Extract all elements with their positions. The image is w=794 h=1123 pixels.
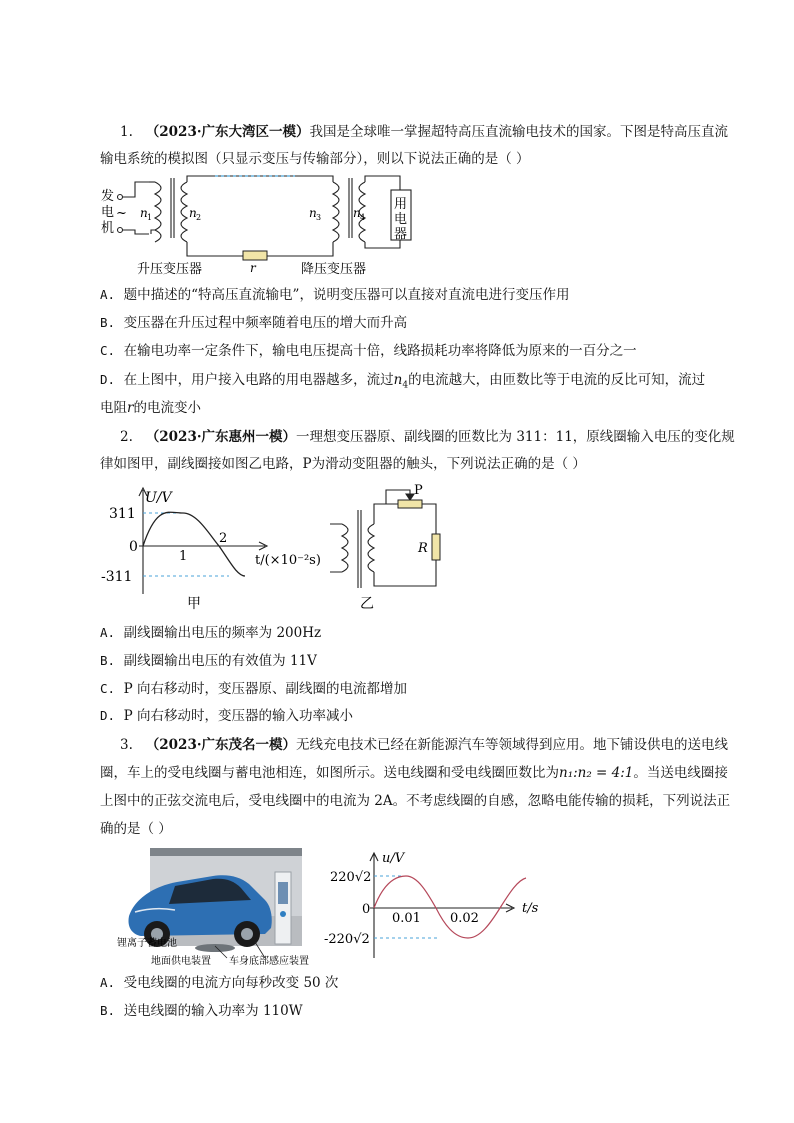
q3-bottom-label: 车身底部感应装置 xyxy=(229,956,309,967)
q3-stem-line3: 上图中的正弦交流电后，受电线圈中的电流为 2A。不考虑线圈的自感，忽略电能传输的损耗，下列说法正 xyxy=(100,793,731,809)
q3-option-a[interactable] xyxy=(100,974,338,992)
q1-stepdown-label: 降压变压器 xyxy=(301,262,367,277)
q3-option-a-label: A. xyxy=(100,975,116,990)
q1-option-d-var: n xyxy=(393,372,403,388)
q1-stem-line2: 输电系统的模拟图（只显示变压与传输部分），则以下说法正确的是（ ） xyxy=(100,151,530,167)
q1-transmission-diagram xyxy=(95,172,425,280)
q3-stem-text2b: 。当送电线圈接 xyxy=(633,765,728,781)
q3-stem-text2a: 圈，车上的受电线圈与蓄电池相连，如图所示。送电线圈和受电线圈匝数比为 xyxy=(100,765,559,781)
q2-stem-line1 xyxy=(120,428,735,446)
q1-load-char1: 用 xyxy=(394,197,408,212)
q3-battery-label: 锂离子蓄电池 xyxy=(117,938,177,949)
q2-ytick-top: 311 xyxy=(109,506,136,522)
q2-option-a[interactable] xyxy=(100,624,321,642)
q3-stem-line4: 确的是（ ） xyxy=(100,821,172,837)
q2-voltage-graph xyxy=(95,484,325,614)
q2-xtick-2: 2 xyxy=(219,531,228,546)
q3-ylabel: u/V xyxy=(382,851,405,866)
q1-option-a-label: A. xyxy=(100,287,116,302)
q1-r-label: r xyxy=(250,261,256,275)
q1-load-char3: 器 xyxy=(394,227,408,242)
q1-option-d-var-r: r xyxy=(127,400,134,416)
q1-n1-label: n xyxy=(140,206,148,220)
q2-circuit xyxy=(330,484,460,614)
q1-option-a[interactable] xyxy=(100,286,569,304)
q2-option-b-text: 副线圈输出电压的有效值为 11V xyxy=(123,653,317,669)
q1-n1-sub: 1 xyxy=(147,213,153,222)
q1-option-d-text-c: 电阻 xyxy=(100,400,127,416)
q3-stem-text1: 无线充电技术已经在新能源汽车等领域得到应用。地下铺设供电的送电线 xyxy=(296,737,729,753)
q3-xtick-2: 0.02 xyxy=(450,911,479,926)
q1-stepup-label: 升压变压器 xyxy=(137,262,203,277)
q2-ytick-zero: 0 xyxy=(129,539,138,555)
q3-ytick-bottom: -220√2 xyxy=(324,932,370,947)
q2-option-b-label: B. xyxy=(100,653,116,668)
q1-option-c-text: 在输电功率一定条件下，输电电压提高十倍，线路损耗功率将降低为原来的一百分之一 xyxy=(123,343,637,359)
q2-option-a-label: A. xyxy=(100,625,116,640)
q1-option-d-label: D. xyxy=(100,372,116,387)
q1-stem-text1: 我国是全球唯一掌握超特高压直流输电技术的国家。下图是特高压直流 xyxy=(309,124,729,140)
q1-option-d-cont xyxy=(100,399,201,417)
q2-ylabel: U/V xyxy=(145,490,172,506)
q1-option-d-text-a: 在上图中，用户接入电路的用电器越多，流过 xyxy=(123,372,394,388)
q2-option-c-text: P 向右移动时，变压器原、副线圈的电流都增加 xyxy=(123,681,408,697)
q1-number: 1. xyxy=(120,124,133,140)
q3-number: 3. xyxy=(120,737,133,753)
q1-load-char2: 电 xyxy=(394,212,408,227)
q2-stem-text1: 一理想变压器原、副线圈的匝数比为 311：11，原线圈输入电压的变化规 xyxy=(296,429,735,445)
q3-option-b[interactable] xyxy=(100,1002,303,1020)
q1-option-d[interactable] xyxy=(100,371,705,395)
q2-option-b[interactable] xyxy=(100,652,317,670)
q3-ratio: n₁:n₂ = 4:1 xyxy=(559,765,634,781)
q2-source: （2023·广东惠州一模） xyxy=(145,429,297,445)
q3-stem-line1 xyxy=(120,736,728,754)
q3-xtick-1: 0.01 xyxy=(392,911,421,926)
q3-ytick-zero: 0 xyxy=(362,902,371,917)
q1-option-d-text-d: 的电流变小 xyxy=(133,400,201,416)
q3-voltage-graph xyxy=(322,846,552,964)
q2-option-d-label: D. xyxy=(100,708,116,723)
q2-stem-line2: 律如图甲，副线圈接如图乙电路，P为滑动变阻器的触头，下列说法正确的是（ ） xyxy=(100,456,586,472)
q3-source: （2023·广东茂名一模） xyxy=(145,737,297,753)
q1-option-c[interactable] xyxy=(100,342,637,360)
q2-number: 2. xyxy=(120,429,133,445)
q2-xtick-1: 1 xyxy=(179,549,188,564)
q1-gen-char3: 机 xyxy=(101,221,115,236)
q2-xlabel: t/(×10⁻²s) xyxy=(255,553,321,568)
q1-n3-sub: 3 xyxy=(316,213,322,222)
q1-option-d-sub: 4 xyxy=(402,380,409,391)
q2-p-label: P xyxy=(414,484,423,498)
q1-n2-label: n xyxy=(189,206,197,220)
q1-gen-char2: 电 xyxy=(101,205,115,220)
q2-option-c-label: C. xyxy=(100,681,116,696)
q1-stem-line1 xyxy=(120,123,728,141)
q3-car-photo xyxy=(115,846,315,968)
q1-gen-char1: 发 xyxy=(101,189,115,204)
q2-ytick-bottom: -311 xyxy=(101,569,133,585)
q1-option-b-text: 变压器在升压过程中频率随着电压的增大而升高 xyxy=(123,315,408,331)
q1-option-b[interactable] xyxy=(100,314,407,332)
q1-n2-sub: 2 xyxy=(196,213,202,222)
q1-n4-label: n xyxy=(353,206,361,220)
q2-option-c[interactable] xyxy=(100,680,407,698)
q3-stem-line2 xyxy=(100,764,728,782)
q2-circuit-caption: 乙 xyxy=(360,596,374,612)
q2-graph-caption: 甲 xyxy=(187,596,201,612)
q1-option-c-label: C. xyxy=(100,343,116,358)
q1-option-b-label: B. xyxy=(100,315,116,330)
q2-option-a-text: 副线圈输出电压的频率为 200Hz xyxy=(123,625,322,641)
q1-option-a-text: 题中描述的“特高压直流输电”，说明变压器可以直接对直流电进行变压作用 xyxy=(123,287,570,303)
q1-n3-label: n xyxy=(309,206,317,220)
q3-xlabel: t/s xyxy=(522,901,539,916)
q1-source: （2023·广东大湾区一模） xyxy=(145,124,310,140)
q3-ytick-top: 220√2 xyxy=(330,870,372,885)
q2-r-label: R xyxy=(418,541,428,556)
q3-ground-label: 地面供电装置 xyxy=(151,956,211,967)
q1-ac-symbol: ~ xyxy=(116,206,127,221)
q3-option-b-label: B. xyxy=(100,1003,116,1018)
q3-option-b-text: 送电线圈的输入功率为 110W xyxy=(123,1003,303,1019)
q2-option-d-text: P 向右移动时，变压器的输入功率减小 xyxy=(123,708,354,724)
q1-option-d-text-b: 的电流越大，由匝数比等于电流的反比可知，流过 xyxy=(408,372,706,388)
q1-n4-sub: 4 xyxy=(360,213,366,222)
q3-option-a-text: 受电线圈的电流方向每秒改变 50 次 xyxy=(123,975,339,991)
q2-option-d[interactable] xyxy=(100,707,353,725)
